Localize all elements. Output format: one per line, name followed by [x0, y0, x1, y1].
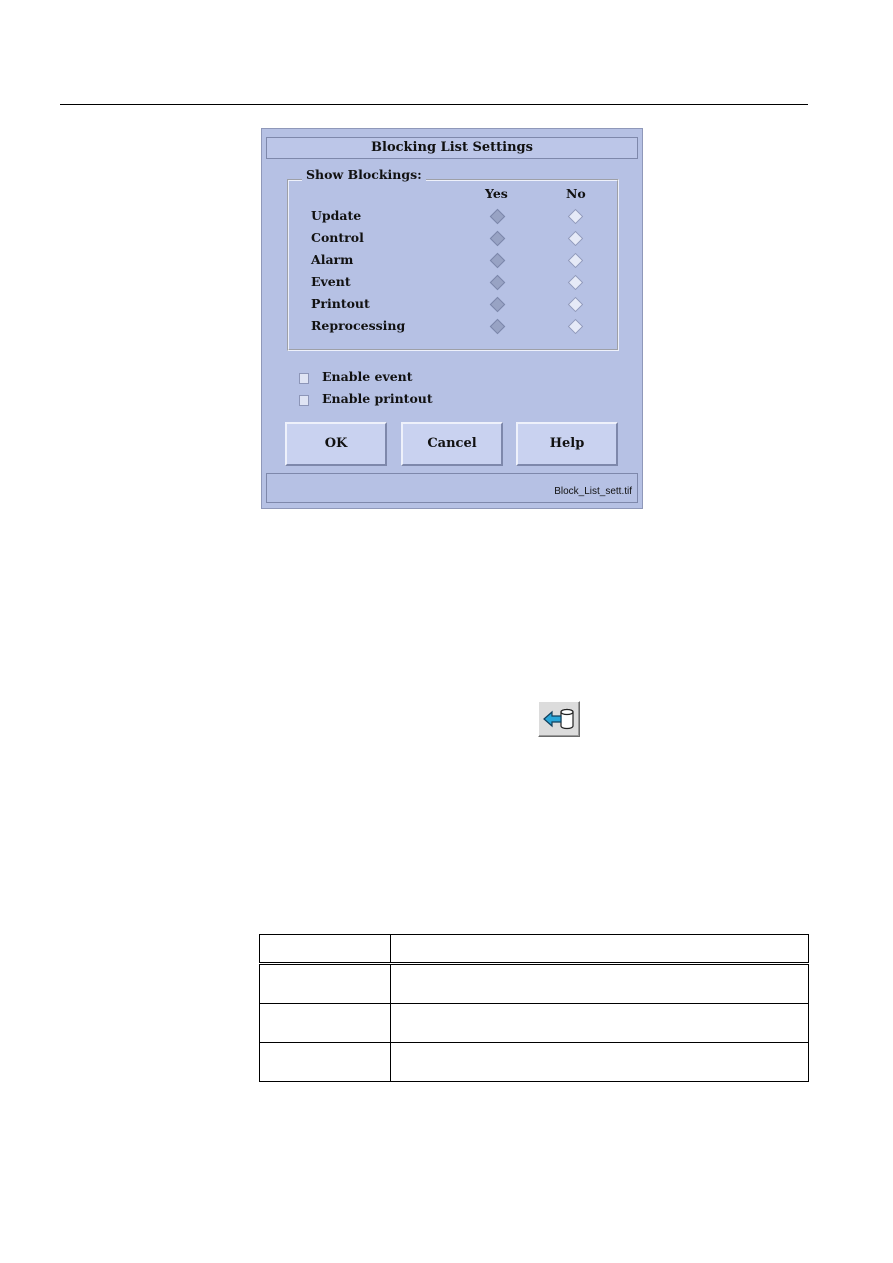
- table-row: [260, 1043, 809, 1082]
- table-row: [260, 964, 809, 1004]
- enable-printout-label: Enable printout: [322, 391, 433, 406]
- help-button[interactable]: Help: [516, 422, 618, 466]
- row-label-printout: Printout: [311, 296, 370, 311]
- column-header-no: No: [566, 186, 586, 201]
- page-header-rule: [60, 104, 808, 105]
- enable-event-checkbox[interactable]: [299, 373, 309, 384]
- enable-printout-checkbox[interactable]: [299, 395, 309, 406]
- row-label-control: Control: [311, 230, 364, 245]
- row-label-update: Update: [311, 208, 362, 223]
- table-header-row: [260, 935, 809, 964]
- import-database-icon: [539, 702, 579, 736]
- cancel-button[interactable]: Cancel: [401, 422, 503, 466]
- dialog-title: Blocking List Settings: [266, 137, 638, 159]
- table-row: [260, 1004, 809, 1043]
- table-cell: [260, 964, 391, 1004]
- row-label-alarm: Alarm: [311, 252, 354, 267]
- table-cell: [391, 964, 809, 1004]
- blocking-list-settings-dialog: [261, 128, 643, 509]
- table-cell: [391, 935, 809, 964]
- ok-button[interactable]: OK: [285, 422, 387, 466]
- row-label-reprocessing: Reprocessing: [311, 318, 406, 333]
- dialog-status-bar: [266, 473, 638, 503]
- row-label-event: Event: [311, 274, 351, 289]
- import-toolbar-button[interactable]: [538, 701, 580, 737]
- table-cell: [260, 1043, 391, 1082]
- description-table: [259, 934, 809, 1082]
- image-filename: Block_List_sett.tif: [554, 486, 632, 497]
- table-cell: [260, 1004, 391, 1043]
- column-header-yes: Yes: [485, 186, 508, 201]
- table-cell: [260, 935, 391, 964]
- table-cell: [391, 1004, 809, 1043]
- show-blockings-label: Show Blockings:: [302, 167, 426, 182]
- enable-event-label: Enable event: [322, 369, 413, 384]
- table-cell: [391, 1043, 809, 1082]
